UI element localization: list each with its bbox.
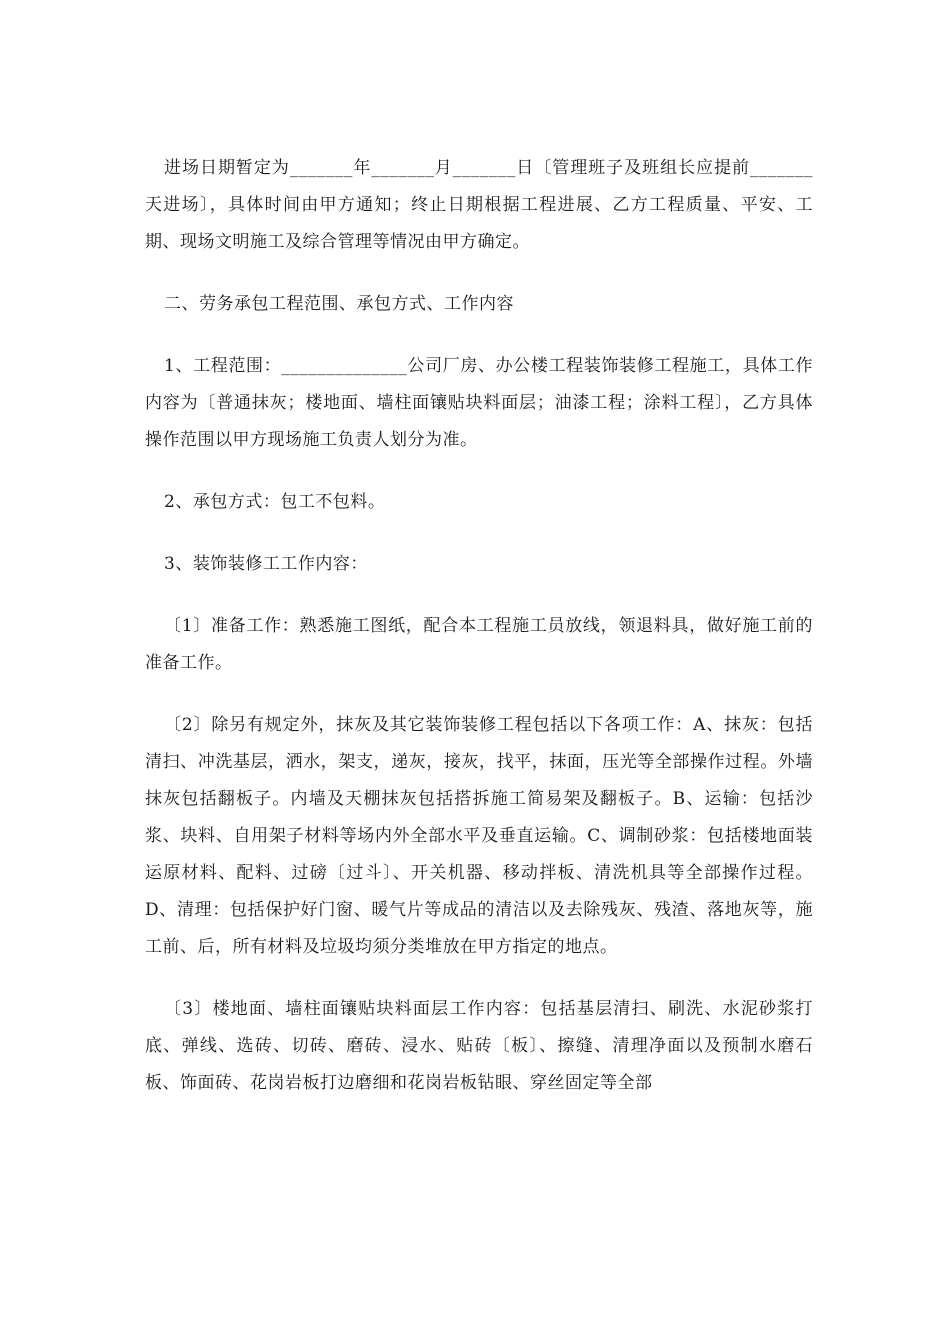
document-body [145, 150, 813, 1102]
paragraph-contract-method: 2、承包方式：包工不包料。 [164, 492, 386, 512]
section-heading-scope: 二、劳务承包工程范围、承包方式、工作内容 [164, 294, 514, 314]
paragraph-entry-date: 进场日期暂定为_______年_______月_______日〔管理班子及班组长应提前_______天进场〕，具体时间由甲方通知；终止日期根据工程进展、乙方工程质量、平安、工期、现场文明施工及综合管理等情况由甲方确定。 [145, 158, 813, 252]
paragraph-work-content-heading: 3、装饰装修工工作内容： [164, 554, 368, 574]
paragraph-preparation-work: 〔1〕准备工作：熟悉施工图纸，配合本工程施工员放线，领退料具，做好施工前的准备工作。 [145, 616, 813, 673]
paragraph-tiling-work: 〔3〕楼地面、墙柱面镶贴块料面层工作内容：包括基层清扫、刷洗、水泥砂浆打底、弹线、选砖、切砖、磨砖、浸水、贴砖〔板〕、擦缝、清理净面以及预制水磨石板、饰面砖、花岗岩板打边磨细和花岗岩板钻眼、穿丝固定等全部 [145, 999, 813, 1093]
paragraph-project-scope: 1、工程范围：______________公司厂房、办公楼工程装饰装修工程施工，具体工作内容为〔普通抹灰；楼地面、墙柱面镶贴块料面层；油漆工程；涂料工程〕，乙方具体操作范围以甲方现场施工负责人划分为准。 [145, 356, 813, 450]
paragraph-plastering-work: 〔2〕除另有规定外，抹灰及其它装饰装修工程包括以下各项工作：A、抹灰：包括清扫、冲洗基层，洒水，架支，递灰，接灰，找平，抹面，压光等全部操作过程。外墙抹灰包括翻板子。内墙及天棚抹灰包括搭拆施工简易架及翻板子。B、运输：包括沙浆、块料、自用架子材料等场内外全部水平及垂直运输。C、调制砂浆：包括楼地面装运原材料、配料、过磅〔过斗〕、开关机器、移动拌板、清洗机具等全部操作过程。D、清理：包括保护好门窗、暖气片等成品的清洁以及去除残灰、残渣、落地灰等，施工前、后，所有材料及垃圾均须分类堆放在甲方指定的地点。 [145, 715, 813, 957]
